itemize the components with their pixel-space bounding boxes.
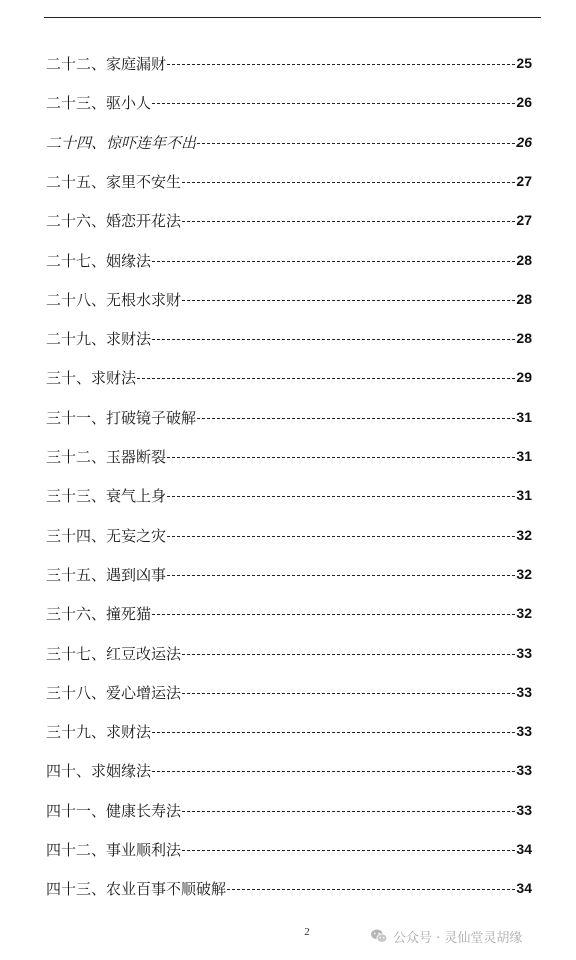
toc-entry-page: 33 [516,762,532,778]
toc-entry-title: 三十一、打破镜子破解 [46,408,197,427]
toc-entry-title: 二十七、姻缘法 [46,251,152,270]
toc-entry-title: 二十四、惊吓连年不出 [46,133,197,152]
toc-entry-page: 33 [516,645,532,661]
toc-entry-title: 二十五、家里不安生 [46,172,182,191]
toc-entry [46,640,532,666]
toc-entry-page: 31 [516,448,532,464]
toc-entry [46,286,532,312]
toc-entry-page: 33 [516,684,532,700]
dot-leader [182,168,515,194]
toc-entry [46,482,532,508]
dot-leader [182,640,515,666]
toc-entry-page: 32 [516,566,532,582]
dot-leader [152,718,515,744]
toc-entry-page: 31 [516,487,532,503]
toc-entry [46,207,532,233]
watermark [369,924,522,948]
toc-entry-title: 三十七、红豆改运法 [46,644,182,663]
dot-leader [197,129,515,155]
dot-leader [167,50,515,76]
dot-leader [152,247,515,273]
dot-leader [182,207,515,233]
toc-entry [46,50,532,76]
toc-entry-page: 26 [516,94,532,110]
toc-entry [46,247,532,273]
toc-entry [46,89,532,115]
dot-leader [167,561,515,587]
toc-entry-page: 25 [516,55,532,71]
toc-entry-title: 四十一、健康长寿法 [46,801,182,820]
dot-leader [182,286,515,312]
toc-entry [46,561,532,587]
toc-entry-page: 26 [516,134,532,150]
toc-entry-page: 29 [516,369,532,385]
dot-leader [152,325,515,351]
dot-leader [227,875,515,901]
dot-leader [152,89,515,115]
dot-leader [167,443,515,469]
toc-entry [46,600,532,626]
dot-leader [152,600,515,626]
toc-entry-page: 32 [516,527,532,543]
dot-leader [167,482,515,508]
toc-entry [46,757,532,783]
toc-entry-page: 27 [516,212,532,228]
toc-entry [46,364,532,390]
toc-entry-page: 31 [516,409,532,425]
toc-entry [46,129,532,155]
toc-entry-page: 33 [516,802,532,818]
toc-entry [46,797,532,823]
toc-entry-title: 二十九、求财法 [46,329,152,348]
toc-entry [46,443,532,469]
toc-entry-title: 三十九、求财法 [46,722,152,741]
toc-entry [46,168,532,194]
toc-entry [46,718,532,744]
toc-entry [46,404,532,430]
toc-entry-title: 三十五、遇到凶事 [46,565,167,584]
toc-entry-title: 四十三、农业百事不顺破解 [46,879,227,898]
toc-entry-title: 三十三、衰气上身 [46,486,167,505]
wechat-icon [369,926,389,946]
toc-entry-title: 四十二、事业顺利法 [46,840,182,859]
dot-leader [137,364,515,390]
toc-entry [46,679,532,705]
toc-entry-page: 28 [516,330,532,346]
toc-entry-page: 28 [516,252,532,268]
toc-entry [46,325,532,351]
toc-entry [46,836,532,862]
toc-entry-page: 27 [516,173,532,189]
dot-leader [182,836,515,862]
toc-entry-title: 二十三、驱小人 [46,93,152,112]
toc-entry-page: 34 [516,841,532,857]
dot-leader [182,679,515,705]
toc-entry-title: 三十八、爱心增运法 [46,683,182,702]
toc-entry-page: 33 [516,723,532,739]
toc-entry-title: 三十、求财法 [46,368,137,387]
dot-leader [167,522,515,548]
toc-entry-title: 四十、求姻缘法 [46,761,152,780]
toc-entry-title: 三十二、玉器断裂 [46,447,167,466]
toc-entry-title: 二十八、无根水求财 [46,290,182,309]
toc-entry-title: 二十二、家庭漏财 [46,54,167,73]
watermark-text: 公众号 · 灵仙堂灵胡缘 [393,930,523,946]
toc-entry [46,875,532,901]
toc-entry-title: 二十六、婚恋开花法 [46,211,182,230]
page-number: 2 [304,926,310,938]
dot-leader [152,757,515,783]
dot-leader [197,404,515,430]
dot-leader [182,797,515,823]
toc-entry-page: 34 [516,880,532,896]
toc-entry [46,522,532,548]
toc-entry-title: 三十六、撞死猫 [46,604,152,623]
toc-entry-title: 三十四、无妄之灾 [46,526,167,545]
toc-entry-page: 28 [516,291,532,307]
toc-entry-page: 32 [516,605,532,621]
